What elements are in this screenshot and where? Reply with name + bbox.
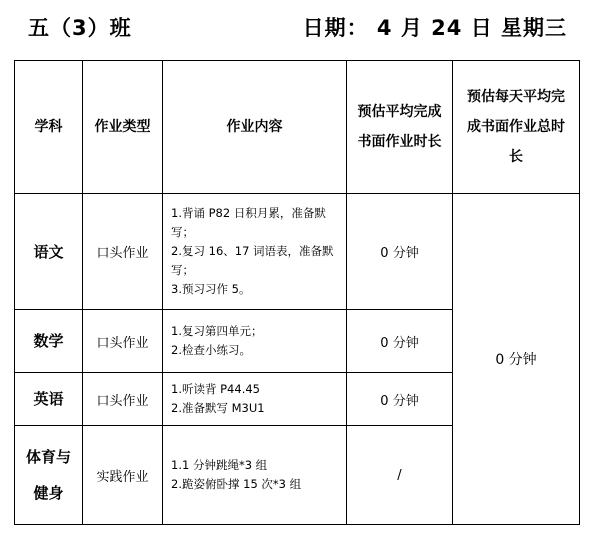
time-cell: / [347,426,453,525]
time-cell: 0 分钟 [347,194,453,310]
content-line: 2.准备默写 M3U1 [171,401,265,415]
date-line: 日期： 4 月 24 日 星期三 [302,16,567,40]
col-header-avg-time: 预估平均完成书面作业时长 [347,61,453,194]
col-header-total-time: 预估每天平均完成书面作业总时长 [453,61,580,194]
subject-cell: 体育与健身 [15,426,83,525]
time-cell: 0 分钟 [347,310,453,373]
homework-table [14,60,580,525]
subject-cell: 数学 [15,310,83,373]
table-row [15,194,580,310]
table-header-row [15,61,580,194]
col-header-content: 作业内容 [163,61,347,194]
type-cell: 口头作业 [83,373,163,426]
content-cell [163,426,347,525]
content-line: 1.1 分钟跳绳*3 组 [171,458,268,472]
time-cell: 0 分钟 [347,373,453,426]
content-line: 1.复习第四单元； [171,324,263,338]
total-time-cell: 0 分钟 [453,194,580,525]
content-cell [163,194,347,310]
content-line: 3.预习习作 5。 [171,282,251,296]
content-line: 1.背诵 P82 日积月累，准备默写； [171,206,326,239]
subject-cell: 语文 [15,194,83,310]
content-line: 2.跪姿俯卧撑 15 次*3 组 [171,477,302,491]
content-line: 2.检查小练习。 [171,343,251,357]
col-header-type: 作业类型 [83,61,163,194]
content-cell [163,373,347,426]
type-cell: 实践作业 [83,426,163,525]
col-header-subject: 学科 [15,61,83,194]
content-line: 1.听读背 P44.45 [171,382,260,396]
class-title: 五（3）班 [28,16,132,40]
content-line: 2.复习 16、17 词语表，准备默写； [171,244,334,277]
subject-cell: 英语 [15,373,83,426]
type-cell: 口头作业 [83,310,163,373]
content-cell [163,310,347,373]
type-cell: 口头作业 [83,194,163,310]
